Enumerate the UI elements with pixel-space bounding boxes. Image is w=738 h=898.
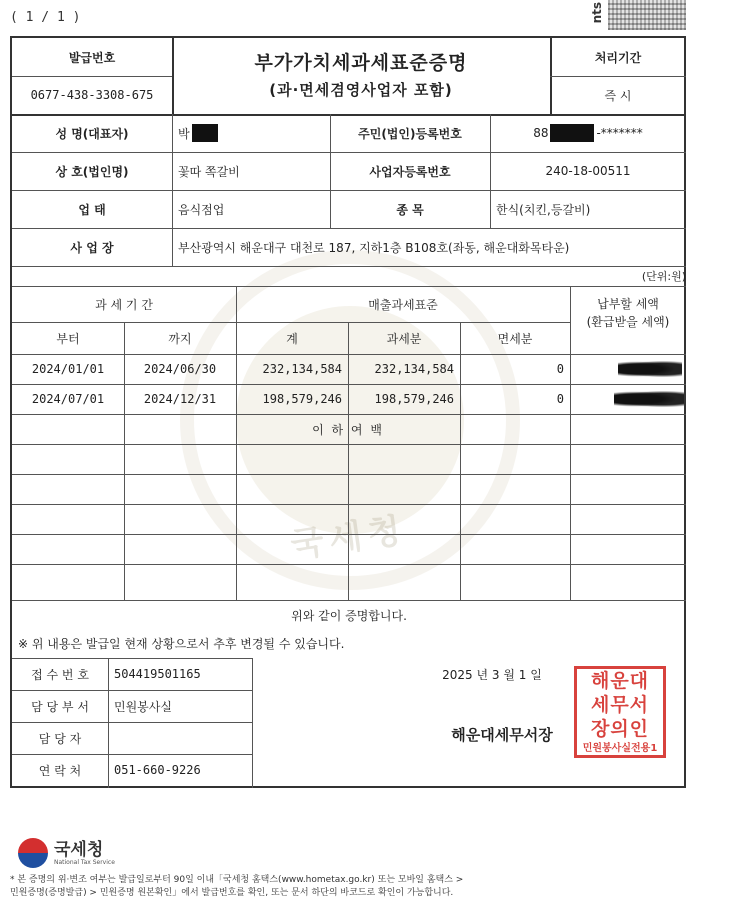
dept-label: 담 당 부 서 xyxy=(31,699,89,714)
row-2-exempt: 0 xyxy=(556,392,564,406)
logo-sub: National Tax Service xyxy=(54,858,115,866)
unit-note: (단위:원) xyxy=(641,270,686,283)
receipt-no: 504419501165 xyxy=(114,667,201,681)
item-value: 한식(치킨,등갈비) xyxy=(496,202,591,217)
period-header: 과 세 기 간 xyxy=(95,297,153,312)
receipt-no-label: 접 수 번 호 xyxy=(31,667,89,682)
issue-date: 2025 년 3 월 1 일 xyxy=(442,667,542,682)
redaction-block xyxy=(192,124,218,142)
col-taxable: 과세분 xyxy=(386,331,422,346)
row-1-taxable: 232,134,584 xyxy=(374,362,454,376)
processing-label: 처리기간 xyxy=(594,50,642,65)
tax-header-sub: (환급받을 세액) xyxy=(586,314,670,329)
biztype-label: 업 태 xyxy=(78,202,106,217)
nts-logo xyxy=(18,838,115,868)
col-total: 계 xyxy=(286,331,298,346)
row-1-to: 2024/06/30 xyxy=(143,362,217,376)
row-2-to: 2024/12/31 xyxy=(143,392,217,406)
name-value: 박 xyxy=(172,114,336,152)
staff-label: 담 당 자 xyxy=(38,731,82,746)
contact-label: 연 락 처 xyxy=(38,763,82,778)
row-2-total: 198,579,246 xyxy=(262,392,342,406)
footer-line-2: 민원증명(증명발급) > 민원증명 원본확인」에서 발급번호를 확인, 또는 문서 하단의 바코드로 확인이 가능합니다. xyxy=(10,888,454,898)
office-name: 해운대세무서장 xyxy=(451,725,553,744)
col-from: 부터 xyxy=(56,331,80,346)
resident-label: 주민(법인)등록번호 xyxy=(358,126,462,141)
logo-name: 국세청 xyxy=(54,839,104,860)
resident-value: 88 -******* xyxy=(533,126,643,140)
row-2-tax-redacted xyxy=(614,390,684,408)
row-1-total: 232,134,584 xyxy=(262,362,342,376)
issue-no-label: 발급번호 xyxy=(68,50,116,65)
address-value: 부산광역시 해운대구 대천로 187, 지하1층 B108호(좌동, 해운대화목타운) xyxy=(178,240,570,255)
row-1-exempt: 0 xyxy=(556,362,564,376)
row-1-from: 2024/01/01 xyxy=(31,362,105,376)
nts-mark: nts xyxy=(590,2,604,24)
official-seal: 해운대 세무서 장의인 민원봉사실전용1 xyxy=(574,666,666,758)
bizno-label: 사업자등록번호 xyxy=(369,164,451,179)
doc-subtitle: (과·면세겸영사업자 포함) xyxy=(269,80,453,99)
page-indicator: ( 1 / 1 ) xyxy=(10,10,81,25)
row-2-from: 2024/07/01 xyxy=(31,392,105,406)
certify-text: 위와 같이 증명합니다. xyxy=(291,608,407,623)
row-1-tax-redacted xyxy=(618,360,682,378)
issue-no: 0677-438-3308-675 xyxy=(30,88,154,102)
tax-header: 납부할 세액 xyxy=(597,296,659,311)
col-to: 까지 xyxy=(168,331,192,346)
biztype-value: 음식점업 xyxy=(178,202,225,217)
name-label: 성 명(대표자) xyxy=(55,126,129,141)
watermark-text: 국세청 xyxy=(288,510,410,566)
staff-value xyxy=(108,722,258,754)
trade-label: 상 호(법인명) xyxy=(55,164,129,179)
trade-value: 꽃따 쪽갈비 xyxy=(178,164,240,179)
redaction-block xyxy=(550,124,594,142)
blank-note: 이 하 여 백 xyxy=(312,422,384,437)
footer-line-1: * 본 증명의 위·변조 여부는 발급일로부터 90일 이내「국세청 홈택스(www.hometax.go.kr) 또는 모바일 홈택스 > xyxy=(10,875,464,885)
sales-header: 매출과세표준 xyxy=(368,297,438,312)
contact-value: 051-660-9226 xyxy=(114,763,201,777)
item-label: 종 목 xyxy=(396,202,424,217)
row-2-taxable: 198,579,246 xyxy=(374,392,454,406)
barcode-image xyxy=(608,0,686,30)
doc-title: 부가가치세과세표준증명 xyxy=(254,51,468,74)
address-label: 사 업 장 xyxy=(70,240,114,255)
bizno-value: 240-18-00511 xyxy=(545,164,631,178)
notice-text: ※ 위 내용은 발급일 현재 상황으로서 추후 변경될 수 있습니다. xyxy=(18,636,345,651)
processing-value: 즉 시 xyxy=(604,88,632,103)
col-exempt: 면세분 xyxy=(497,331,533,346)
dept-value: 민원봉사실 xyxy=(114,699,172,714)
taeguk-icon xyxy=(18,838,48,868)
